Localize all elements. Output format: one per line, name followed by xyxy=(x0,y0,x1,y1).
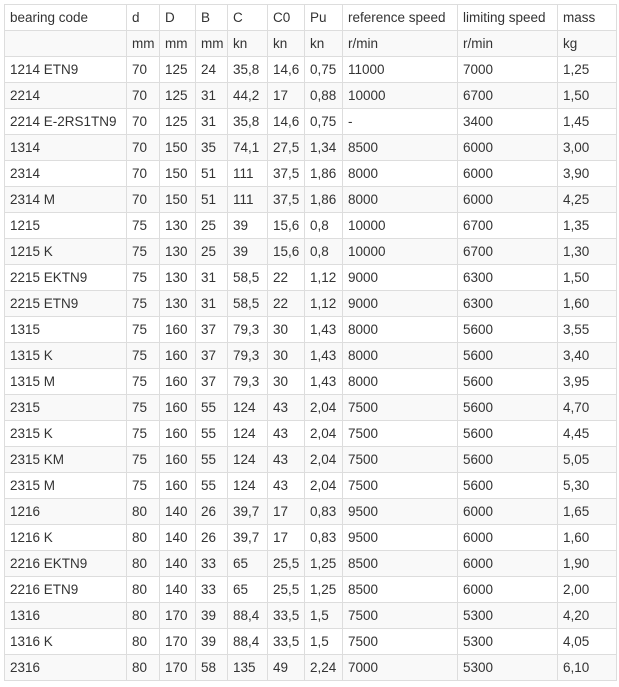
cell-c: 39 xyxy=(228,213,268,239)
cell-outer-d: 170 xyxy=(160,655,196,681)
table-header-row xyxy=(5,5,617,31)
cell-outer-d: 130 xyxy=(160,265,196,291)
cell-reference-speed: 10000 xyxy=(343,213,458,239)
cell-c: 111 xyxy=(228,161,268,187)
unit-cell-pu: kn xyxy=(305,31,343,57)
cell-b: 33 xyxy=(196,551,228,577)
table-row xyxy=(5,239,617,265)
table-row xyxy=(5,343,617,369)
cell-pu: 1,12 xyxy=(305,291,343,317)
cell-limiting-speed: 6000 xyxy=(458,499,558,525)
cell-pu: 1,43 xyxy=(305,369,343,395)
cell-c: 124 xyxy=(228,421,268,447)
cell-outer-d: 160 xyxy=(160,343,196,369)
cell-limiting-speed: 6000 xyxy=(458,577,558,603)
cell-reference-speed: 8000 xyxy=(343,343,458,369)
cell-pu: 0,75 xyxy=(305,109,343,135)
cell-bearing-code: 1316 K xyxy=(5,629,127,655)
cell-limiting-speed: 7000 xyxy=(458,57,558,83)
cell-outer-d: 150 xyxy=(160,135,196,161)
cell-bearing-code: 1215 xyxy=(5,213,127,239)
cell-pu: 0,8 xyxy=(305,239,343,265)
cell-mass: 1,35 xyxy=(558,213,617,239)
table-row xyxy=(5,265,617,291)
cell-limiting-speed: 5600 xyxy=(458,395,558,421)
cell-mass: 4,45 xyxy=(558,421,617,447)
cell-mass: 5,05 xyxy=(558,447,617,473)
cell-bearing-code: 1314 xyxy=(5,135,127,161)
cell-bearing-code: 1214 ETN9 xyxy=(5,57,127,83)
unit-cell-mass: kg xyxy=(558,31,617,57)
cell-c0: 17 xyxy=(268,499,305,525)
header-cell-c: C xyxy=(228,5,268,31)
cell-d: 75 xyxy=(127,291,160,317)
bearing-table xyxy=(4,4,617,681)
cell-limiting-speed: 5600 xyxy=(458,421,558,447)
cell-outer-d: 130 xyxy=(160,291,196,317)
cell-bearing-code: 2315 xyxy=(5,395,127,421)
cell-outer-d: 140 xyxy=(160,577,196,603)
cell-limiting-speed: 6000 xyxy=(458,551,558,577)
cell-reference-speed: 8000 xyxy=(343,161,458,187)
cell-b: 26 xyxy=(196,499,228,525)
cell-reference-speed: 7500 xyxy=(343,603,458,629)
cell-pu: 1,25 xyxy=(305,551,343,577)
cell-d: 80 xyxy=(127,499,160,525)
cell-limiting-speed: 6000 xyxy=(458,525,558,551)
cell-limiting-speed: 6700 xyxy=(458,213,558,239)
cell-bearing-code: 1315 K xyxy=(5,343,127,369)
cell-c: 124 xyxy=(228,395,268,421)
cell-pu: 0,83 xyxy=(305,499,343,525)
cell-reference-speed: 7000 xyxy=(343,655,458,681)
header-cell-reference-speed: reference speed xyxy=(343,5,458,31)
cell-reference-speed: 7500 xyxy=(343,421,458,447)
cell-limiting-speed: 6700 xyxy=(458,239,558,265)
cell-c0: 22 xyxy=(268,265,305,291)
cell-outer-d: 125 xyxy=(160,83,196,109)
cell-c0: 43 xyxy=(268,421,305,447)
unit-cell-b: mm xyxy=(196,31,228,57)
cell-b: 39 xyxy=(196,629,228,655)
cell-c0: 15,6 xyxy=(268,213,305,239)
cell-reference-speed: 9500 xyxy=(343,499,458,525)
cell-reference-speed: 8500 xyxy=(343,577,458,603)
cell-reference-speed: 7500 xyxy=(343,473,458,499)
cell-c0: 43 xyxy=(268,447,305,473)
cell-limiting-speed: 5600 xyxy=(458,473,558,499)
cell-pu: 1,25 xyxy=(305,577,343,603)
table-row xyxy=(5,499,617,525)
table-row xyxy=(5,109,617,135)
table-row xyxy=(5,135,617,161)
cell-pu: 2,24 xyxy=(305,655,343,681)
table-row xyxy=(5,577,617,603)
unit-cell-bearing-code xyxy=(5,31,127,57)
cell-b: 33 xyxy=(196,577,228,603)
table-units-row xyxy=(5,31,617,57)
cell-limiting-speed: 6300 xyxy=(458,265,558,291)
cell-outer-d: 140 xyxy=(160,551,196,577)
cell-b: 55 xyxy=(196,447,228,473)
cell-d: 70 xyxy=(127,83,160,109)
cell-outer-d: 170 xyxy=(160,629,196,655)
cell-c: 35,8 xyxy=(228,109,268,135)
cell-d: 80 xyxy=(127,525,160,551)
cell-c: 124 xyxy=(228,473,268,499)
cell-limiting-speed: 6000 xyxy=(458,161,558,187)
cell-reference-speed: 10000 xyxy=(343,239,458,265)
cell-c0: 33,5 xyxy=(268,629,305,655)
unit-cell-reference-speed: r/min xyxy=(343,31,458,57)
header-cell-outer-d: D xyxy=(160,5,196,31)
cell-pu: 2,04 xyxy=(305,395,343,421)
cell-limiting-speed: 5600 xyxy=(458,317,558,343)
cell-mass: 1,30 xyxy=(558,239,617,265)
cell-b: 37 xyxy=(196,317,228,343)
cell-outer-d: 160 xyxy=(160,421,196,447)
cell-mass: 1,25 xyxy=(558,57,617,83)
cell-bearing-code: 2314 M xyxy=(5,187,127,213)
cell-limiting-speed: 5600 xyxy=(458,343,558,369)
cell-mass: 3,00 xyxy=(558,135,617,161)
cell-b: 25 xyxy=(196,239,228,265)
table-row xyxy=(5,447,617,473)
cell-d: 75 xyxy=(127,239,160,265)
cell-b: 31 xyxy=(196,109,228,135)
cell-mass: 3,90 xyxy=(558,161,617,187)
cell-pu: 1,43 xyxy=(305,317,343,343)
cell-c0: 14,6 xyxy=(268,57,305,83)
cell-b: 31 xyxy=(196,265,228,291)
cell-d: 75 xyxy=(127,343,160,369)
cell-outer-d: 160 xyxy=(160,473,196,499)
table-row xyxy=(5,525,617,551)
cell-reference-speed: 8500 xyxy=(343,551,458,577)
cell-mass: 1,65 xyxy=(558,499,617,525)
cell-outer-d: 150 xyxy=(160,161,196,187)
table-row xyxy=(5,655,617,681)
cell-c: 88,4 xyxy=(228,603,268,629)
cell-mass: 3,55 xyxy=(558,317,617,343)
cell-c: 39,7 xyxy=(228,525,268,551)
table-row xyxy=(5,603,617,629)
cell-b: 31 xyxy=(196,291,228,317)
cell-reference-speed: 8000 xyxy=(343,369,458,395)
cell-mass: 1,60 xyxy=(558,291,617,317)
cell-reference-speed: 8500 xyxy=(343,135,458,161)
cell-reference-speed: 11000 xyxy=(343,57,458,83)
cell-c: 79,3 xyxy=(228,343,268,369)
cell-pu: 0,75 xyxy=(305,57,343,83)
cell-b: 24 xyxy=(196,57,228,83)
cell-d: 75 xyxy=(127,213,160,239)
cell-outer-d: 130 xyxy=(160,239,196,265)
cell-outer-d: 170 xyxy=(160,603,196,629)
cell-bearing-code: 1215 K xyxy=(5,239,127,265)
cell-outer-d: 125 xyxy=(160,109,196,135)
cell-mass: 3,95 xyxy=(558,369,617,395)
cell-bearing-code: 2315 KM xyxy=(5,447,127,473)
cell-limiting-speed: 6000 xyxy=(458,135,558,161)
cell-mass: 2,00 xyxy=(558,577,617,603)
cell-pu: 0,83 xyxy=(305,525,343,551)
cell-c: 65 xyxy=(228,551,268,577)
cell-c0: 49 xyxy=(268,655,305,681)
cell-pu: 1,86 xyxy=(305,187,343,213)
unit-cell-outer-d: mm xyxy=(160,31,196,57)
cell-bearing-code: 1315 xyxy=(5,317,127,343)
table-row xyxy=(5,421,617,447)
cell-limiting-speed: 5600 xyxy=(458,369,558,395)
cell-c: 58,5 xyxy=(228,265,268,291)
cell-c0: 30 xyxy=(268,317,305,343)
cell-b: 55 xyxy=(196,473,228,499)
cell-c: 65 xyxy=(228,577,268,603)
cell-limiting-speed: 5300 xyxy=(458,629,558,655)
cell-limiting-speed: 6700 xyxy=(458,83,558,109)
cell-mass: 4,05 xyxy=(558,629,617,655)
cell-bearing-code: 1316 xyxy=(5,603,127,629)
cell-reference-speed: 7500 xyxy=(343,447,458,473)
cell-c0: 30 xyxy=(268,343,305,369)
cell-limiting-speed: 3400 xyxy=(458,109,558,135)
cell-pu: 2,04 xyxy=(305,447,343,473)
cell-d: 70 xyxy=(127,109,160,135)
cell-b: 37 xyxy=(196,343,228,369)
cell-c0: 25,5 xyxy=(268,577,305,603)
cell-c0: 17 xyxy=(268,525,305,551)
cell-bearing-code: 2215 ETN9 xyxy=(5,291,127,317)
header-cell-mass: mass xyxy=(558,5,617,31)
cell-mass: 4,25 xyxy=(558,187,617,213)
cell-mass: 4,20 xyxy=(558,603,617,629)
cell-d: 80 xyxy=(127,551,160,577)
cell-c: 74,1 xyxy=(228,135,268,161)
cell-outer-d: 160 xyxy=(160,369,196,395)
cell-c0: 17 xyxy=(268,83,305,109)
unit-cell-d: mm xyxy=(127,31,160,57)
table-row xyxy=(5,395,617,421)
cell-mass: 3,40 xyxy=(558,343,617,369)
cell-d: 70 xyxy=(127,187,160,213)
cell-c: 39 xyxy=(228,239,268,265)
table-row xyxy=(5,161,617,187)
cell-pu: 0,8 xyxy=(305,213,343,239)
header-cell-limiting-speed: limiting speed xyxy=(458,5,558,31)
cell-pu: 1,5 xyxy=(305,629,343,655)
cell-c: 79,3 xyxy=(228,317,268,343)
cell-d: 75 xyxy=(127,369,160,395)
cell-mass: 6,10 xyxy=(558,655,617,681)
table-row xyxy=(5,187,617,213)
cell-bearing-code: 1216 xyxy=(5,499,127,525)
cell-limiting-speed: 5300 xyxy=(458,655,558,681)
cell-b: 55 xyxy=(196,421,228,447)
header-cell-bearing-code: bearing code xyxy=(5,5,127,31)
cell-mass: 1,45 xyxy=(558,109,617,135)
unit-cell-c0: kn xyxy=(268,31,305,57)
cell-b: 37 xyxy=(196,369,228,395)
cell-reference-speed: 9000 xyxy=(343,291,458,317)
table-row xyxy=(5,291,617,317)
cell-mass: 1,50 xyxy=(558,265,617,291)
table-row xyxy=(5,57,617,83)
cell-b: 51 xyxy=(196,161,228,187)
cell-d: 80 xyxy=(127,629,160,655)
table-row xyxy=(5,213,617,239)
cell-outer-d: 160 xyxy=(160,447,196,473)
cell-pu: 1,43 xyxy=(305,343,343,369)
cell-limiting-speed: 6000 xyxy=(458,187,558,213)
cell-pu: 2,04 xyxy=(305,421,343,447)
unit-cell-c: kn xyxy=(228,31,268,57)
cell-d: 70 xyxy=(127,57,160,83)
cell-pu: 1,12 xyxy=(305,265,343,291)
table-row xyxy=(5,551,617,577)
header-cell-c0: C0 xyxy=(268,5,305,31)
cell-bearing-code: 1315 M xyxy=(5,369,127,395)
cell-pu: 0,88 xyxy=(305,83,343,109)
cell-d: 75 xyxy=(127,473,160,499)
cell-outer-d: 150 xyxy=(160,187,196,213)
cell-d: 75 xyxy=(127,421,160,447)
header-cell-pu: Pu xyxy=(305,5,343,31)
cell-d: 80 xyxy=(127,603,160,629)
cell-b: 51 xyxy=(196,187,228,213)
cell-d: 75 xyxy=(127,395,160,421)
cell-reference-speed: 7500 xyxy=(343,629,458,655)
cell-bearing-code: 2216 ETN9 xyxy=(5,577,127,603)
cell-d: 80 xyxy=(127,577,160,603)
cell-c0: 30 xyxy=(268,369,305,395)
table-row xyxy=(5,629,617,655)
table-row xyxy=(5,369,617,395)
cell-reference-speed: - xyxy=(343,109,458,135)
cell-outer-d: 160 xyxy=(160,395,196,421)
cell-b: 55 xyxy=(196,395,228,421)
cell-c0: 27,5 xyxy=(268,135,305,161)
cell-c: 44,2 xyxy=(228,83,268,109)
cell-limiting-speed: 5300 xyxy=(458,603,558,629)
cell-c0: 37,5 xyxy=(268,187,305,213)
cell-c: 124 xyxy=(228,447,268,473)
cell-b: 25 xyxy=(196,213,228,239)
table-body xyxy=(5,5,617,681)
table-row xyxy=(5,83,617,109)
cell-bearing-code: 2315 M xyxy=(5,473,127,499)
cell-outer-d: 160 xyxy=(160,317,196,343)
cell-reference-speed: 9000 xyxy=(343,265,458,291)
cell-bearing-code: 2214 xyxy=(5,83,127,109)
cell-d: 70 xyxy=(127,161,160,187)
cell-b: 58 xyxy=(196,655,228,681)
cell-reference-speed: 10000 xyxy=(343,83,458,109)
cell-bearing-code: 2315 K xyxy=(5,421,127,447)
cell-mass: 1,50 xyxy=(558,83,617,109)
cell-mass: 5,30 xyxy=(558,473,617,499)
cell-limiting-speed: 6300 xyxy=(458,291,558,317)
cell-pu: 1,86 xyxy=(305,161,343,187)
cell-c0: 14,6 xyxy=(268,109,305,135)
cell-reference-speed: 8000 xyxy=(343,187,458,213)
cell-b: 35 xyxy=(196,135,228,161)
cell-c: 135 xyxy=(228,655,268,681)
cell-d: 75 xyxy=(127,265,160,291)
cell-b: 31 xyxy=(196,83,228,109)
cell-b: 26 xyxy=(196,525,228,551)
cell-outer-d: 130 xyxy=(160,213,196,239)
cell-bearing-code: 2316 xyxy=(5,655,127,681)
cell-bearing-code: 2215 EKTN9 xyxy=(5,265,127,291)
header-cell-d: d xyxy=(127,5,160,31)
cell-reference-speed: 7500 xyxy=(343,395,458,421)
cell-bearing-code: 1216 K xyxy=(5,525,127,551)
cell-bearing-code: 2214 E-2RS1TN9 xyxy=(5,109,127,135)
cell-bearing-code: 2314 xyxy=(5,161,127,187)
table-row xyxy=(5,317,617,343)
cell-d: 70 xyxy=(127,135,160,161)
cell-d: 80 xyxy=(127,655,160,681)
cell-c: 88,4 xyxy=(228,629,268,655)
cell-pu: 1,5 xyxy=(305,603,343,629)
cell-c: 111 xyxy=(228,187,268,213)
cell-pu: 1,34 xyxy=(305,135,343,161)
cell-c: 79,3 xyxy=(228,369,268,395)
header-cell-b: B xyxy=(196,5,228,31)
cell-b: 39 xyxy=(196,603,228,629)
cell-d: 75 xyxy=(127,317,160,343)
cell-reference-speed: 8000 xyxy=(343,317,458,343)
cell-reference-speed: 9500 xyxy=(343,525,458,551)
table-row xyxy=(5,473,617,499)
cell-d: 75 xyxy=(127,447,160,473)
cell-c0: 43 xyxy=(268,395,305,421)
cell-mass: 1,60 xyxy=(558,525,617,551)
cell-mass: 4,70 xyxy=(558,395,617,421)
cell-limiting-speed: 5600 xyxy=(458,447,558,473)
cell-c: 58,5 xyxy=(228,291,268,317)
cell-outer-d: 140 xyxy=(160,499,196,525)
cell-c0: 22 xyxy=(268,291,305,317)
cell-bearing-code: 2216 EKTN9 xyxy=(5,551,127,577)
cell-c0: 25,5 xyxy=(268,551,305,577)
cell-pu: 2,04 xyxy=(305,473,343,499)
cell-outer-d: 125 xyxy=(160,57,196,83)
cell-c: 39,7 xyxy=(228,499,268,525)
cell-c0: 33,5 xyxy=(268,603,305,629)
cell-c0: 37,5 xyxy=(268,161,305,187)
cell-c0: 43 xyxy=(268,473,305,499)
cell-c0: 15,6 xyxy=(268,239,305,265)
cell-outer-d: 140 xyxy=(160,525,196,551)
cell-mass: 1,90 xyxy=(558,551,617,577)
cell-c: 35,8 xyxy=(228,57,268,83)
unit-cell-limiting-speed: r/min xyxy=(458,31,558,57)
